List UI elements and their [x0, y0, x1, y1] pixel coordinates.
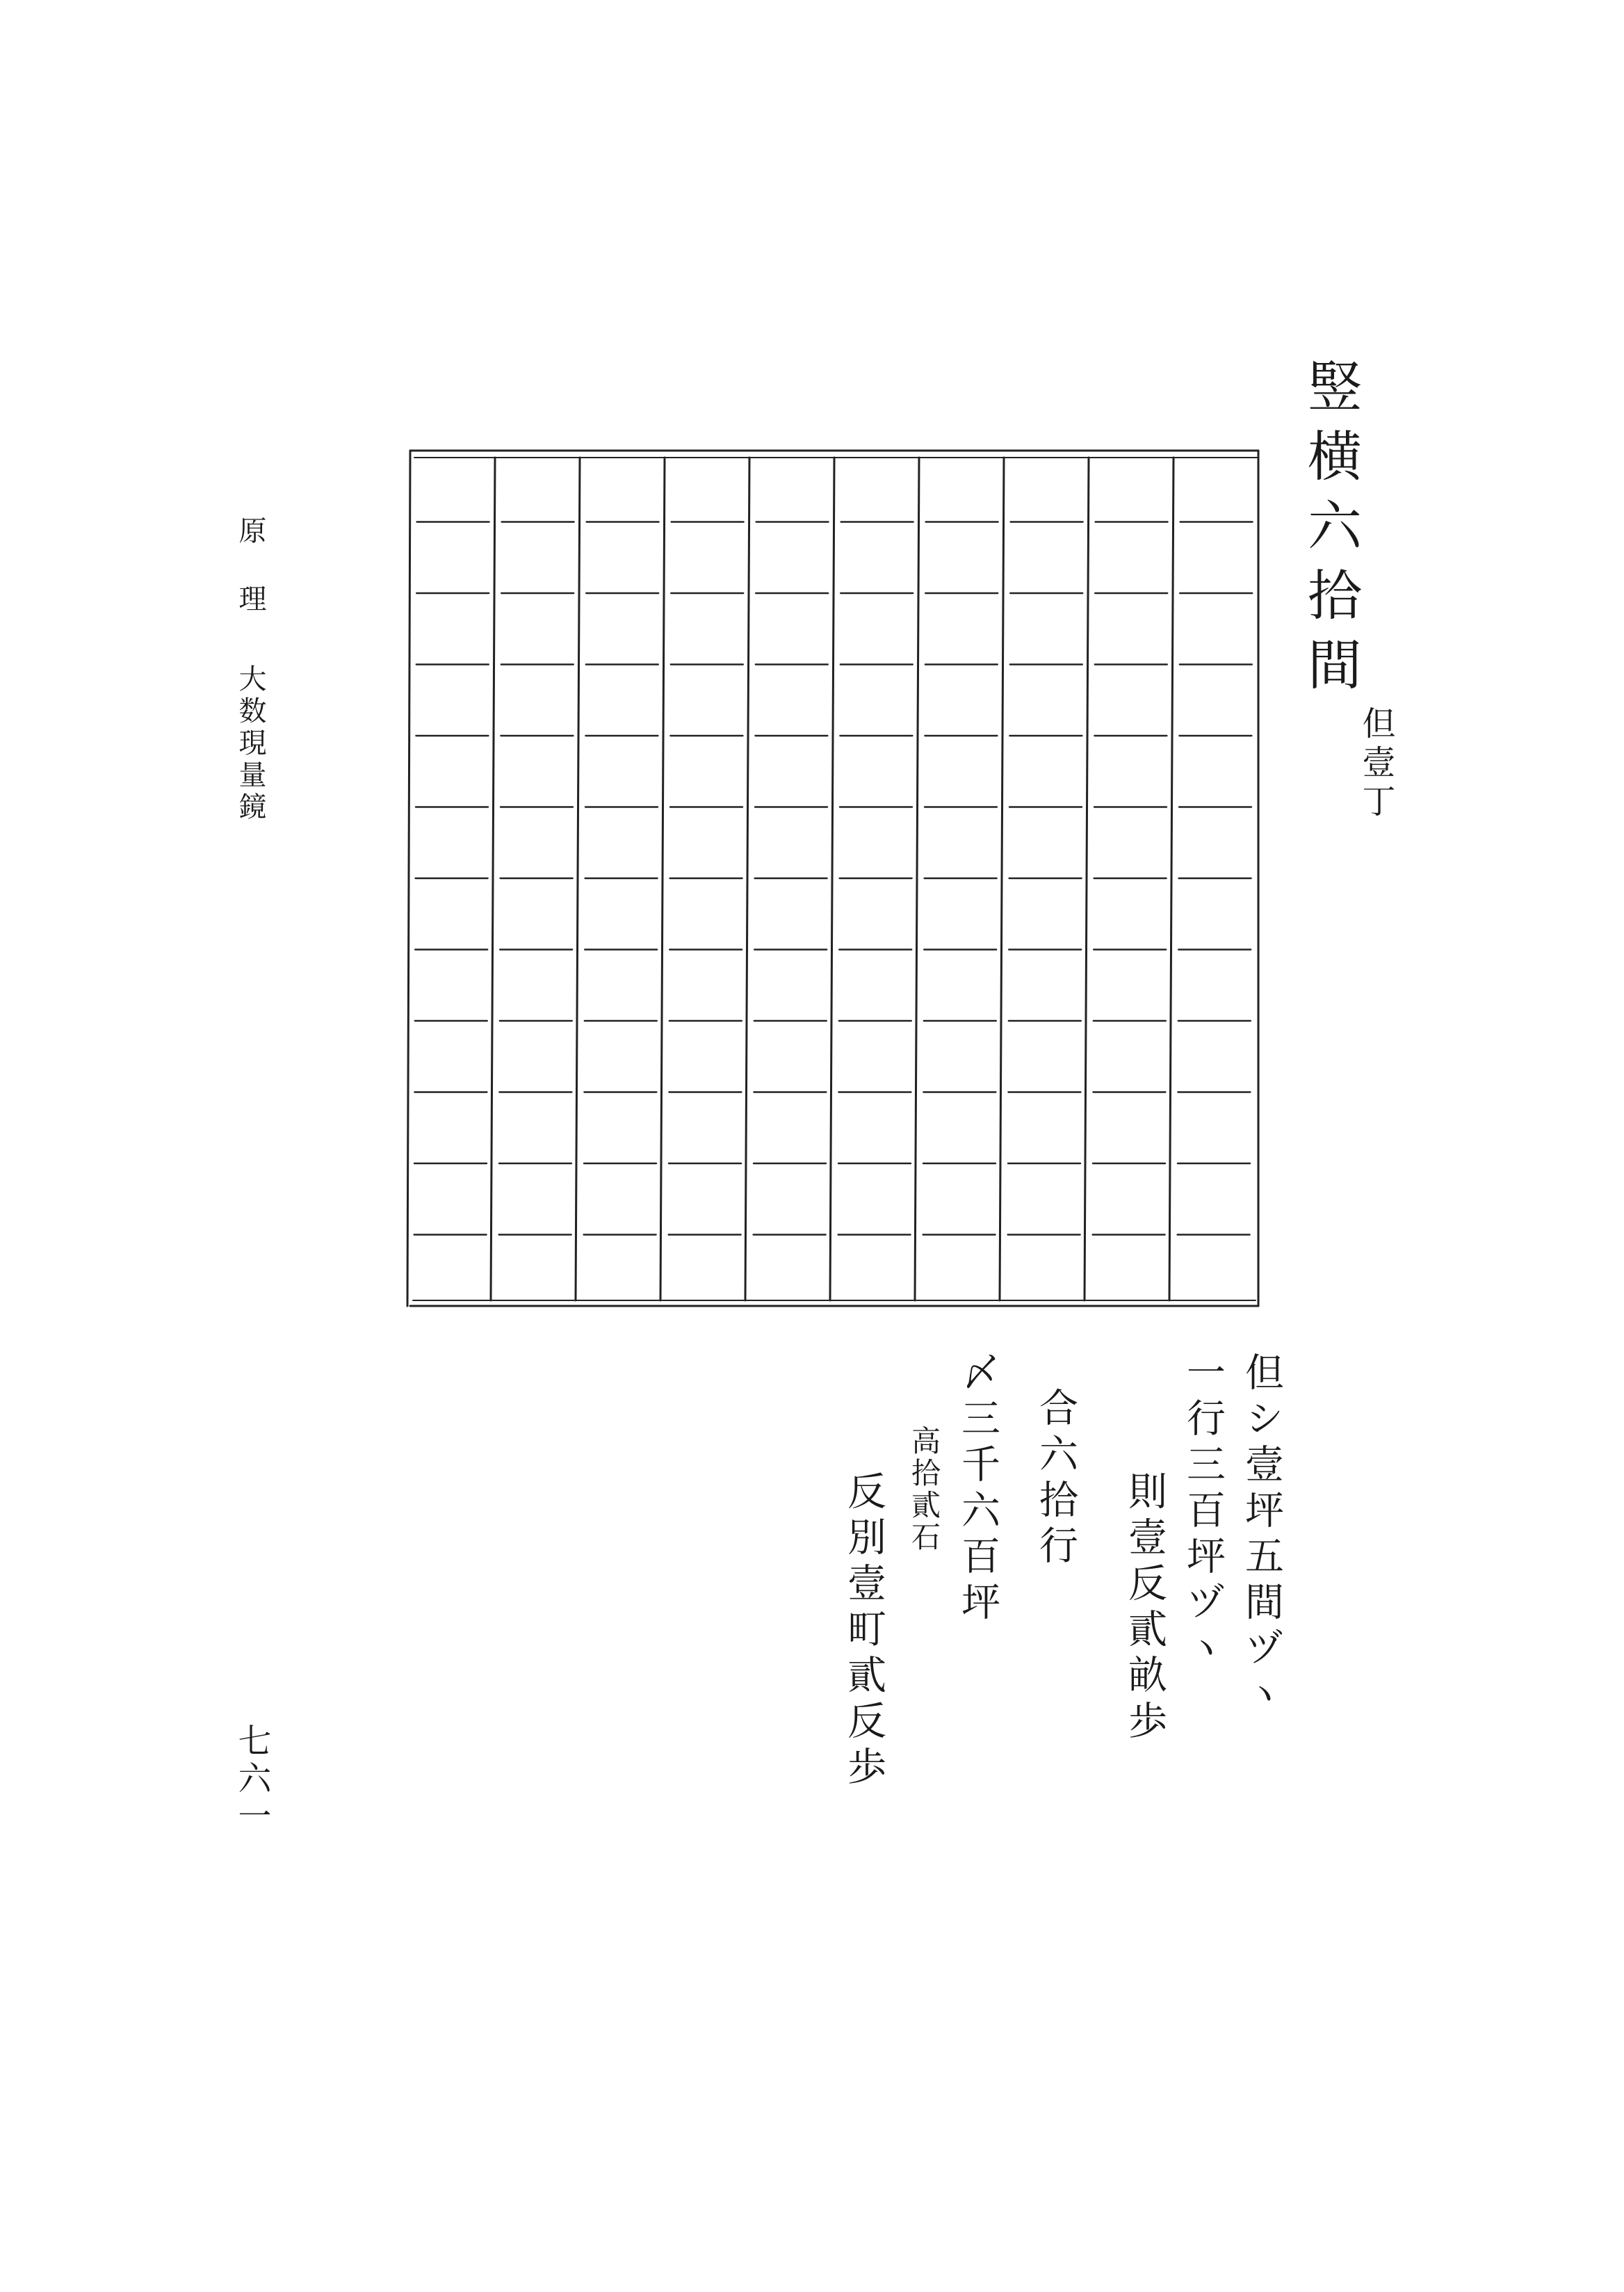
- grid-left-border: [407, 451, 410, 1306]
- grid-column-divider: [660, 458, 665, 1300]
- field-grid-diagram: [403, 444, 1265, 1313]
- note-line: 則壹反貳畝歩: [1122, 1471, 1167, 1746]
- note-line: 合六拾行: [1033, 1387, 1078, 1571]
- running-header-book-title: 大数現量鏡: [234, 664, 266, 824]
- grid-column-divider: [1000, 458, 1004, 1300]
- grid-column-divider: [576, 458, 580, 1300]
- running-header-section: 原理: [234, 516, 266, 652]
- grid-column-divider: [745, 458, 749, 1300]
- note-line: 〆三千六百坪: [955, 1352, 1000, 1627]
- grid-column-divider: [491, 458, 495, 1300]
- note-line: 反別壹町貳反歩: [841, 1471, 886, 1792]
- diagram-title: 竪横六拾間: [1299, 358, 1361, 706]
- grid-column-divider: [915, 458, 919, 1300]
- note-line-small: 高拾貳石: [907, 1426, 941, 1553]
- page-number: 七六一: [232, 1723, 271, 1836]
- note-line: 一行三百坪ヅヽ: [1180, 1352, 1226, 1673]
- note-line: 但シ壹坪五間ヅヽ: [1239, 1352, 1284, 1719]
- grid-column-divider: [830, 458, 834, 1300]
- grid-column-divider: [1085, 458, 1089, 1300]
- title-note: 但壹丁: [1356, 706, 1395, 823]
- grid-column-divider: [1169, 458, 1174, 1300]
